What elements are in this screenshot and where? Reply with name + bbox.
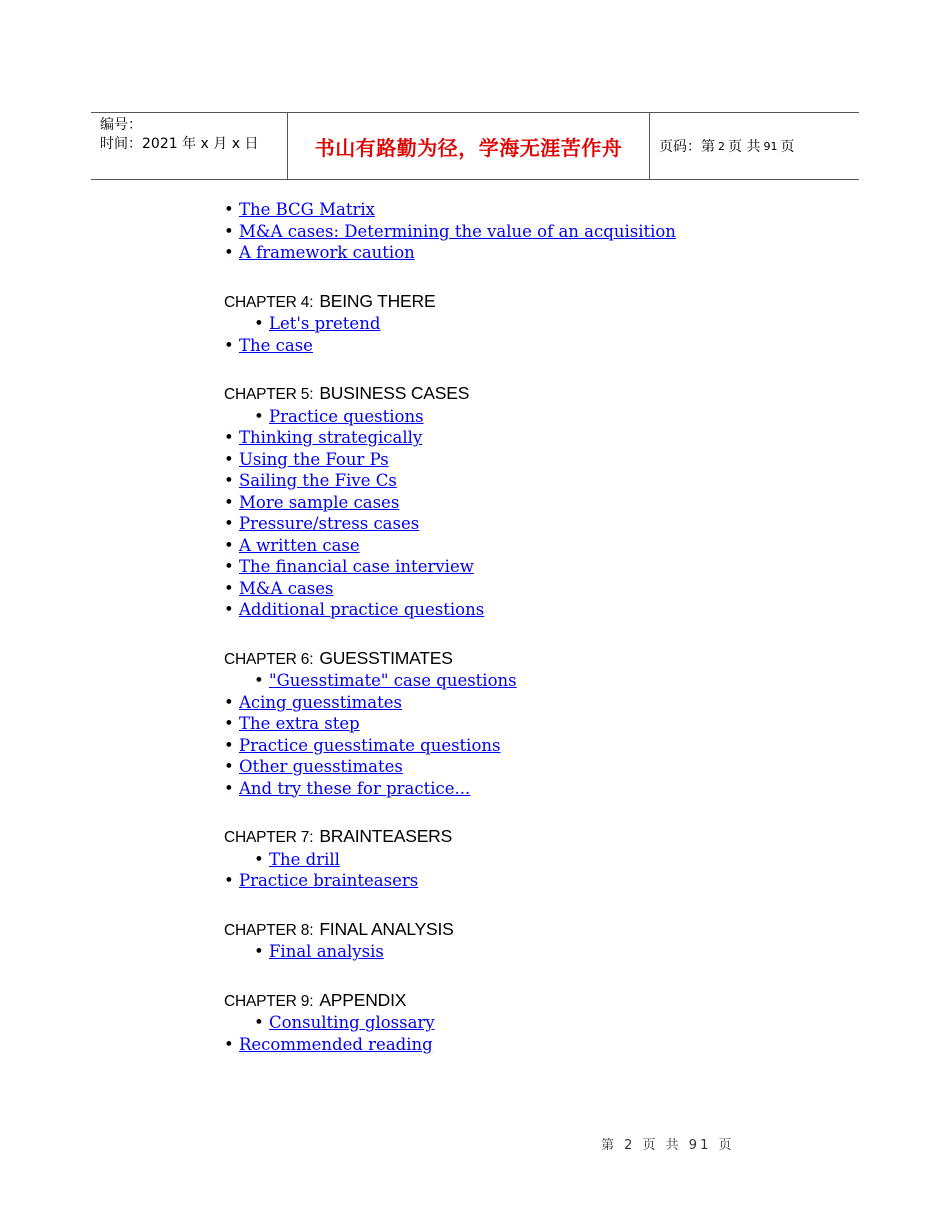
document-time: 时间：2021 年 x 月 x 日 <box>100 136 259 152</box>
list-item <box>224 713 844 735</box>
header-page-info <box>650 113 859 179</box>
toc-link[interactable]: "Guesstimate" case questions <box>268 671 517 690</box>
toc-link[interactable]: Acing guesstimates <box>238 692 402 712</box>
bullet: • <box>224 221 234 241</box>
toc-link[interactable]: Thinking strategically <box>238 428 423 447</box>
page-mid: 页 共 <box>728 139 761 155</box>
list-item <box>224 513 844 535</box>
toc-link[interactable]: More sample cases <box>238 492 400 512</box>
bullet: • <box>224 535 234 555</box>
toc-link[interactable]: Additional practice questions <box>238 600 485 619</box>
header-motto: 书山有路勤为径，学海无涯苦作舟 <box>287 113 650 179</box>
header-meta <box>91 113 287 179</box>
list-item <box>224 849 844 871</box>
list-item <box>224 735 844 757</box>
chapter-title: GUESSTIMATES <box>319 647 453 668</box>
bullet: • <box>254 671 264 690</box>
toc-link[interactable]: The extra step <box>238 714 360 733</box>
toc-link[interactable]: A written case <box>238 535 360 555</box>
chapter-title: BUSINESS CASES <box>319 383 470 403</box>
toc-link[interactable]: Using the Four Ps <box>238 449 389 469</box>
list-item <box>224 313 844 335</box>
bullet: • <box>224 778 234 798</box>
list-item <box>224 335 844 357</box>
toc-link[interactable]: M&A cases <box>238 578 334 598</box>
list-item <box>224 449 844 471</box>
list-item <box>224 556 844 578</box>
list-item <box>224 941 844 963</box>
chapter-number: CHAPTER 7: <box>224 829 314 846</box>
chapter-title: FINAL ANALYSIS <box>319 918 454 939</box>
page-header <box>91 112 859 180</box>
bullet: • <box>224 600 234 619</box>
chapter-heading <box>224 291 844 314</box>
bullet: • <box>254 1013 264 1032</box>
toc-link[interactable]: Sailing the Five Cs <box>238 471 397 490</box>
chapter-title: BEING THERE <box>319 290 436 311</box>
chapter-heading <box>224 826 844 849</box>
list-item <box>224 778 844 800</box>
chapter-number: CHAPTER 9: <box>224 992 314 1010</box>
page-suffix: 页 <box>780 139 795 155</box>
list-item <box>224 1034 844 1056</box>
bullet: • <box>224 243 234 262</box>
bullet: • <box>224 871 234 890</box>
bullet: • <box>224 557 234 576</box>
bullet: • <box>254 942 264 961</box>
list-item <box>224 199 844 221</box>
bullet: • <box>224 449 234 469</box>
bullet: • <box>224 492 234 512</box>
bullet: • <box>224 514 234 533</box>
bullet: • <box>224 471 234 490</box>
bullet: • <box>224 200 234 219</box>
chapter-number: CHAPTER 6: <box>224 650 314 668</box>
list-item <box>224 578 844 600</box>
chapter-heading <box>224 990 844 1013</box>
bullet: • <box>254 406 264 426</box>
bullet: • <box>224 1034 234 1054</box>
list-item <box>224 692 844 714</box>
list-item <box>224 242 844 264</box>
bullet: • <box>224 757 234 776</box>
page-current: 2 <box>718 139 725 153</box>
list-item <box>224 492 844 514</box>
bullet: • <box>224 735 234 755</box>
toc-link[interactable]: The drill <box>268 849 340 869</box>
list-item <box>224 599 844 621</box>
chapter-heading <box>224 919 844 942</box>
bullet: • <box>254 849 264 869</box>
toc-link[interactable]: The BCG Matrix <box>238 200 375 219</box>
toc-link[interactable]: The financial case interview <box>238 557 474 576</box>
toc-link[interactable]: A framework caution <box>238 243 415 262</box>
bullet: • <box>224 714 234 733</box>
chapter-heading <box>224 648 844 671</box>
chapter-number: CHAPTER 8: <box>224 921 314 939</box>
list-item <box>224 870 844 892</box>
toc-link[interactable]: Consulting glossary <box>268 1013 435 1032</box>
list-item <box>224 756 844 778</box>
list-item <box>224 1012 844 1034</box>
bullet: • <box>224 428 234 447</box>
toc-link[interactable]: Practice guesstimate questions <box>238 735 501 755</box>
page-prefix: 页码：第 <box>659 139 715 155</box>
list-item <box>224 221 844 243</box>
chapter-title: BRAINTEASERS <box>319 826 453 846</box>
toc-link[interactable]: M&A cases: Determining the value of an acquisition <box>238 221 676 241</box>
toc-link[interactable]: Let's pretend <box>268 314 381 333</box>
bullet: • <box>224 578 234 598</box>
toc-link[interactable]: And try these for practice... <box>238 778 471 798</box>
page-footer: 第 2 页 共 91 页 <box>601 1138 735 1153</box>
toc-link[interactable]: Pressure/stress cases <box>238 514 420 533</box>
list-item <box>224 427 844 449</box>
chapter-number: CHAPTER 4: <box>224 293 314 311</box>
chapter-title: APPENDIX <box>319 989 407 1010</box>
list-item <box>224 406 844 428</box>
list-item <box>224 535 844 557</box>
table-of-contents <box>224 199 844 1055</box>
toc-link[interactable]: The case <box>238 335 313 355</box>
toc-link[interactable]: Recommended reading <box>238 1034 433 1054</box>
bullet: • <box>224 335 234 355</box>
document-number-label: 编号： <box>100 117 142 133</box>
toc-link[interactable]: Final analysis <box>268 942 384 961</box>
toc-link[interactable]: Practice brainteasers <box>238 871 419 890</box>
chapter-heading <box>224 383 844 406</box>
chapter-number: CHAPTER 5: <box>224 386 314 403</box>
bullet: • <box>224 692 234 712</box>
page-total: 91 <box>763 139 778 153</box>
toc-link[interactable]: Other guesstimates <box>238 757 403 776</box>
list-item <box>224 470 844 492</box>
bullet: • <box>254 314 264 333</box>
toc-link[interactable]: Practice questions <box>268 406 424 426</box>
list-item <box>224 670 844 692</box>
